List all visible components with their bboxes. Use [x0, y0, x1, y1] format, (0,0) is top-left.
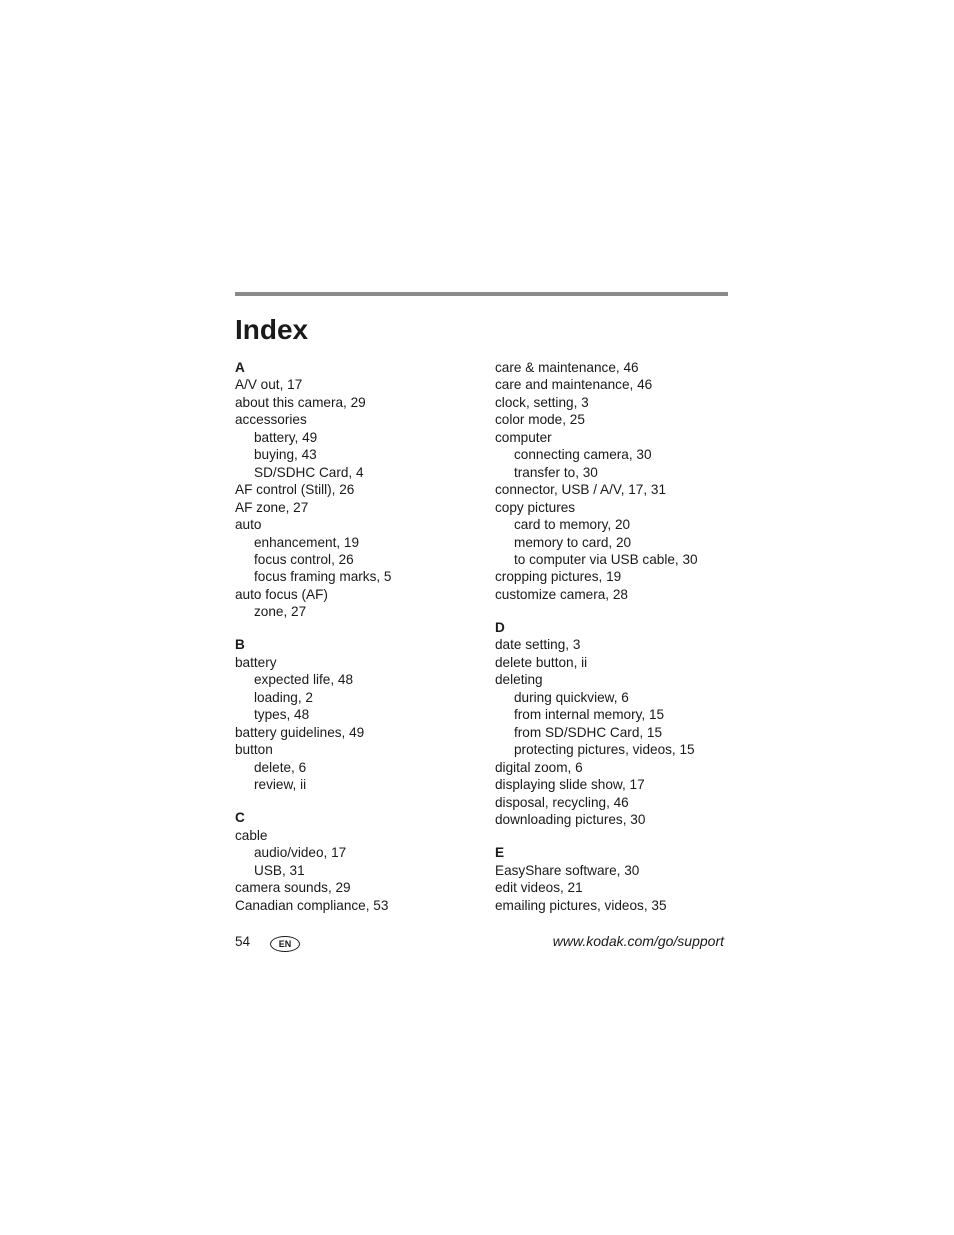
index-subentry: from SD/SDHC Card, 15 [514, 724, 663, 740]
index-subentry: review, ii [254, 777, 307, 793]
index-entry: Canadian compliance, 53 [235, 897, 389, 913]
index-entry: color mode, 25 [495, 412, 585, 428]
index-entry: button [235, 742, 273, 758]
top-rule [235, 292, 728, 296]
index-entry: clock, setting, 3 [495, 394, 589, 410]
page-number: 54 [235, 934, 251, 949]
index-entry: downloading pictures, 30 [495, 812, 646, 828]
section-letter: B [235, 637, 245, 653]
page-title: Index [235, 314, 309, 345]
index-entry: battery guidelines, 49 [235, 724, 365, 740]
index-subentry: focus control, 26 [254, 551, 354, 567]
index-entry: disposal, recycling, 46 [495, 794, 629, 810]
language-badge: EN [270, 936, 300, 952]
index-entry: digital zoom, 6 [495, 759, 583, 775]
index-subentry: battery, 49 [254, 429, 318, 445]
index-entry: deleting [495, 672, 543, 688]
index-section [235, 809, 475, 914]
index-entry: A/V out, 17 [235, 377, 303, 393]
index-subentry: transfer to, 30 [514, 464, 598, 480]
index-subentry: buying, 43 [254, 447, 317, 463]
index-entry: AF control (Still), 26 [235, 482, 355, 498]
index-entry: camera sounds, 29 [235, 880, 351, 896]
index-column-right [495, 359, 735, 914]
index-entry: auto focus (AF) [235, 586, 328, 602]
index-subentry: audio/video, 17 [254, 845, 347, 861]
index-subentry: types, 48 [254, 707, 310, 723]
section-letter: D [495, 620, 505, 636]
index-entry: about this camera, 29 [235, 394, 366, 410]
index-entry: cropping pictures, 19 [495, 569, 622, 585]
index-entry: AF zone, 27 [235, 499, 309, 515]
index-entry: copy pictures [495, 499, 576, 515]
index-entry: battery [235, 654, 277, 670]
index-entry: auto [235, 517, 262, 533]
index-entry: emailing pictures, videos, 35 [495, 897, 667, 913]
index-column-left [235, 359, 475, 914]
index-entry: customize camera, 28 [495, 586, 628, 602]
index-subentry: expected life, 48 [254, 672, 353, 688]
index-subentry: connecting camera, 30 [514, 447, 652, 463]
index-subentry: protecting pictures, videos, 15 [514, 742, 695, 758]
index-entry: care and maintenance, 46 [495, 377, 653, 393]
section-letter: C [235, 810, 245, 826]
index-subentry: enhancement, 19 [254, 534, 360, 550]
index-entry: connector, USB / A/V, 17, 31 [495, 482, 667, 498]
index-section [495, 359, 735, 603]
index-subentry: memory to card, 20 [514, 534, 632, 550]
section-letter: E [495, 845, 505, 861]
index-entry: displaying slide show, 17 [495, 777, 645, 793]
section-letter: A [235, 360, 245, 375]
index-section [495, 619, 735, 828]
index-entry: computer [495, 429, 552, 445]
index-subentry: focus framing marks, 5 [254, 569, 392, 585]
index-section [235, 359, 475, 621]
index-entry: cable [235, 827, 268, 843]
index-entry: date setting, 3 [495, 637, 581, 653]
index-subentry: USB, 31 [254, 862, 305, 878]
index-entry: accessories [235, 412, 307, 428]
index-subentry: zone, 27 [254, 604, 307, 620]
index-subentry: from internal memory, 15 [514, 707, 665, 723]
support-url: www.kodak.com/go/support [552, 933, 724, 949]
index-subentry: card to memory, 20 [514, 517, 631, 533]
index-entry: EasyShare software, 30 [495, 862, 640, 878]
index-subentry: SD/SDHC Card, 4 [254, 464, 364, 480]
index-subentry: during quickview, 6 [514, 689, 629, 705]
index-subentry: loading, 2 [254, 689, 313, 705]
index-entry: edit videos, 21 [495, 880, 583, 896]
index-entry: delete button, ii [495, 654, 588, 670]
index-entry: care & maintenance, 46 [495, 360, 639, 375]
index-subentry: delete, 6 [254, 759, 307, 775]
index-section [235, 636, 475, 793]
index-subentry: to computer via USB cable, 30 [514, 551, 698, 567]
index-section [495, 844, 735, 914]
